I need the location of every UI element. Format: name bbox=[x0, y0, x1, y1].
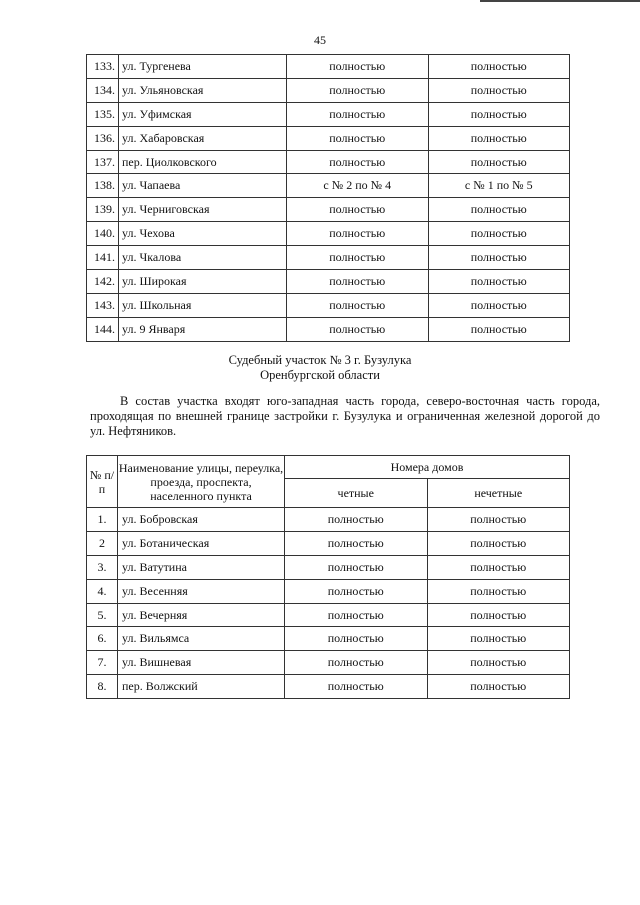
row-number: 4. bbox=[87, 579, 118, 603]
table-row bbox=[87, 270, 570, 294]
row-number: 3. bbox=[87, 555, 118, 579]
header-street-name: Наименование улицы, переулка, проезда, проспекта, населенного пункта bbox=[118, 456, 285, 508]
table-row bbox=[87, 126, 570, 150]
street-name: ул. Широкая bbox=[119, 270, 287, 294]
section-heading bbox=[0, 353, 640, 383]
row-number: 5. bbox=[87, 603, 118, 627]
odd-houses: полностью bbox=[428, 198, 570, 222]
page-number: 45 bbox=[314, 33, 326, 47]
streets-table-continued bbox=[86, 54, 570, 342]
top-border-line bbox=[480, 0, 640, 2]
street-name: пер. Волжский bbox=[118, 675, 285, 699]
odd-houses: полностью bbox=[427, 603, 570, 627]
street-name: ул. Вечерняя bbox=[118, 603, 285, 627]
table-row bbox=[87, 246, 570, 270]
odd-houses: полностью bbox=[427, 627, 570, 651]
street-name: ул. Ватутина bbox=[118, 555, 285, 579]
table-row bbox=[87, 555, 570, 579]
table-row bbox=[87, 150, 570, 174]
even-houses: с № 2 по № 4 bbox=[287, 174, 429, 198]
odd-houses: полностью bbox=[428, 317, 570, 341]
street-name: ул. Тургенева bbox=[119, 55, 287, 79]
table-row bbox=[87, 174, 570, 198]
header-num: № п/п bbox=[87, 456, 118, 508]
even-houses: полностью bbox=[285, 603, 428, 627]
even-houses: полностью bbox=[285, 508, 428, 532]
table-row bbox=[87, 508, 570, 532]
row-number: 143. bbox=[87, 293, 119, 317]
streets-table-body bbox=[87, 55, 570, 342]
district-streets-table bbox=[86, 455, 570, 699]
row-number: 140. bbox=[87, 222, 119, 246]
even-houses: полностью bbox=[287, 317, 429, 341]
table-row bbox=[87, 627, 570, 651]
row-number: 1. bbox=[87, 508, 118, 532]
row-number: 137. bbox=[87, 150, 119, 174]
even-houses: полностью bbox=[285, 555, 428, 579]
even-houses: полностью bbox=[287, 222, 429, 246]
odd-houses: полностью bbox=[427, 555, 570, 579]
table-row bbox=[87, 317, 570, 341]
odd-houses: полностью bbox=[428, 150, 570, 174]
row-number: 141. bbox=[87, 246, 119, 270]
street-name: ул. Вильямса bbox=[118, 627, 285, 651]
row-number: 133. bbox=[87, 55, 119, 79]
row-number: 136. bbox=[87, 126, 119, 150]
row-number: 138. bbox=[87, 174, 119, 198]
even-houses: полностью bbox=[287, 78, 429, 102]
street-name: ул. Весенняя bbox=[118, 579, 285, 603]
even-houses: полностью bbox=[285, 651, 428, 675]
odd-houses: полностью bbox=[427, 675, 570, 699]
odd-houses: полностью bbox=[428, 246, 570, 270]
table-row bbox=[87, 675, 570, 699]
odd-houses: полностью bbox=[428, 55, 570, 79]
street-name: ул. Ульяновская bbox=[119, 78, 287, 102]
row-number: 8. bbox=[87, 675, 118, 699]
street-name: пер. Циолковского bbox=[119, 150, 287, 174]
table-row bbox=[87, 579, 570, 603]
street-name: ул. Школьная bbox=[119, 293, 287, 317]
section-title-line2: Оренбургской области bbox=[260, 368, 380, 382]
street-name: ул. Ботаническая bbox=[118, 531, 285, 555]
table-row bbox=[87, 531, 570, 555]
street-name: ул. Хабаровская bbox=[119, 126, 287, 150]
street-name: ул. Бобровская bbox=[118, 508, 285, 532]
header-even: четные bbox=[285, 479, 428, 508]
odd-houses: полностью bbox=[428, 270, 570, 294]
table-row bbox=[87, 198, 570, 222]
odd-houses: полностью bbox=[428, 293, 570, 317]
district-table-header bbox=[87, 456, 570, 508]
odd-houses: полностью bbox=[428, 102, 570, 126]
even-houses: полностью bbox=[287, 270, 429, 294]
odd-houses: полностью bbox=[427, 531, 570, 555]
street-name: ул. Уфимская bbox=[119, 102, 287, 126]
street-name: ул. 9 Января bbox=[119, 317, 287, 341]
row-number: 144. bbox=[87, 317, 119, 341]
odd-houses: полностью bbox=[428, 222, 570, 246]
row-number: 134. bbox=[87, 78, 119, 102]
row-number: 139. bbox=[87, 198, 119, 222]
even-houses: полностью bbox=[287, 246, 429, 270]
even-houses: полностью bbox=[287, 102, 429, 126]
row-number: 135. bbox=[87, 102, 119, 126]
table-row bbox=[87, 55, 570, 79]
odd-houses: полностью bbox=[428, 78, 570, 102]
street-name: ул. Чехова bbox=[119, 222, 287, 246]
row-number: 2 bbox=[87, 531, 118, 555]
street-name: ул. Чкалова bbox=[119, 246, 287, 270]
even-houses: полностью bbox=[285, 579, 428, 603]
section-title-line1: Судебный участок № 3 г. Бузулука bbox=[228, 353, 412, 367]
even-houses: полностью bbox=[287, 150, 429, 174]
section-description: В состав участка входят юго-западная часть города, северо-восточная часть города, проходящая по внешней границе застройки г. Бузулука и ограниченная железной дорогой до ул. Нефтяников. bbox=[90, 394, 600, 438]
table-row bbox=[87, 78, 570, 102]
even-houses: полностью bbox=[285, 531, 428, 555]
odd-houses: полностью bbox=[427, 651, 570, 675]
street-name: ул. Черниговская bbox=[119, 198, 287, 222]
odd-houses: с № 1 по № 5 bbox=[428, 174, 570, 198]
header-odd: нечетные bbox=[427, 479, 570, 508]
even-houses: полностью bbox=[287, 55, 429, 79]
table-row bbox=[87, 222, 570, 246]
table-row bbox=[87, 603, 570, 627]
table-row bbox=[87, 102, 570, 126]
odd-houses: полностью bbox=[427, 579, 570, 603]
even-houses: полностью bbox=[287, 126, 429, 150]
district-table-body bbox=[87, 508, 570, 699]
even-houses: полностью bbox=[285, 627, 428, 651]
row-number: 142. bbox=[87, 270, 119, 294]
even-houses: полностью bbox=[287, 293, 429, 317]
row-number: 7. bbox=[87, 651, 118, 675]
odd-houses: полностью bbox=[427, 508, 570, 532]
street-name: ул. Вишневая bbox=[118, 651, 285, 675]
header-house-numbers: Номера домов bbox=[285, 456, 570, 479]
odd-houses: полностью bbox=[428, 126, 570, 150]
row-number: 6. bbox=[87, 627, 118, 651]
table-row bbox=[87, 651, 570, 675]
street-name: ул. Чапаева bbox=[119, 174, 287, 198]
even-houses: полностью bbox=[287, 198, 429, 222]
even-houses: полностью bbox=[285, 675, 428, 699]
table-row bbox=[87, 293, 570, 317]
